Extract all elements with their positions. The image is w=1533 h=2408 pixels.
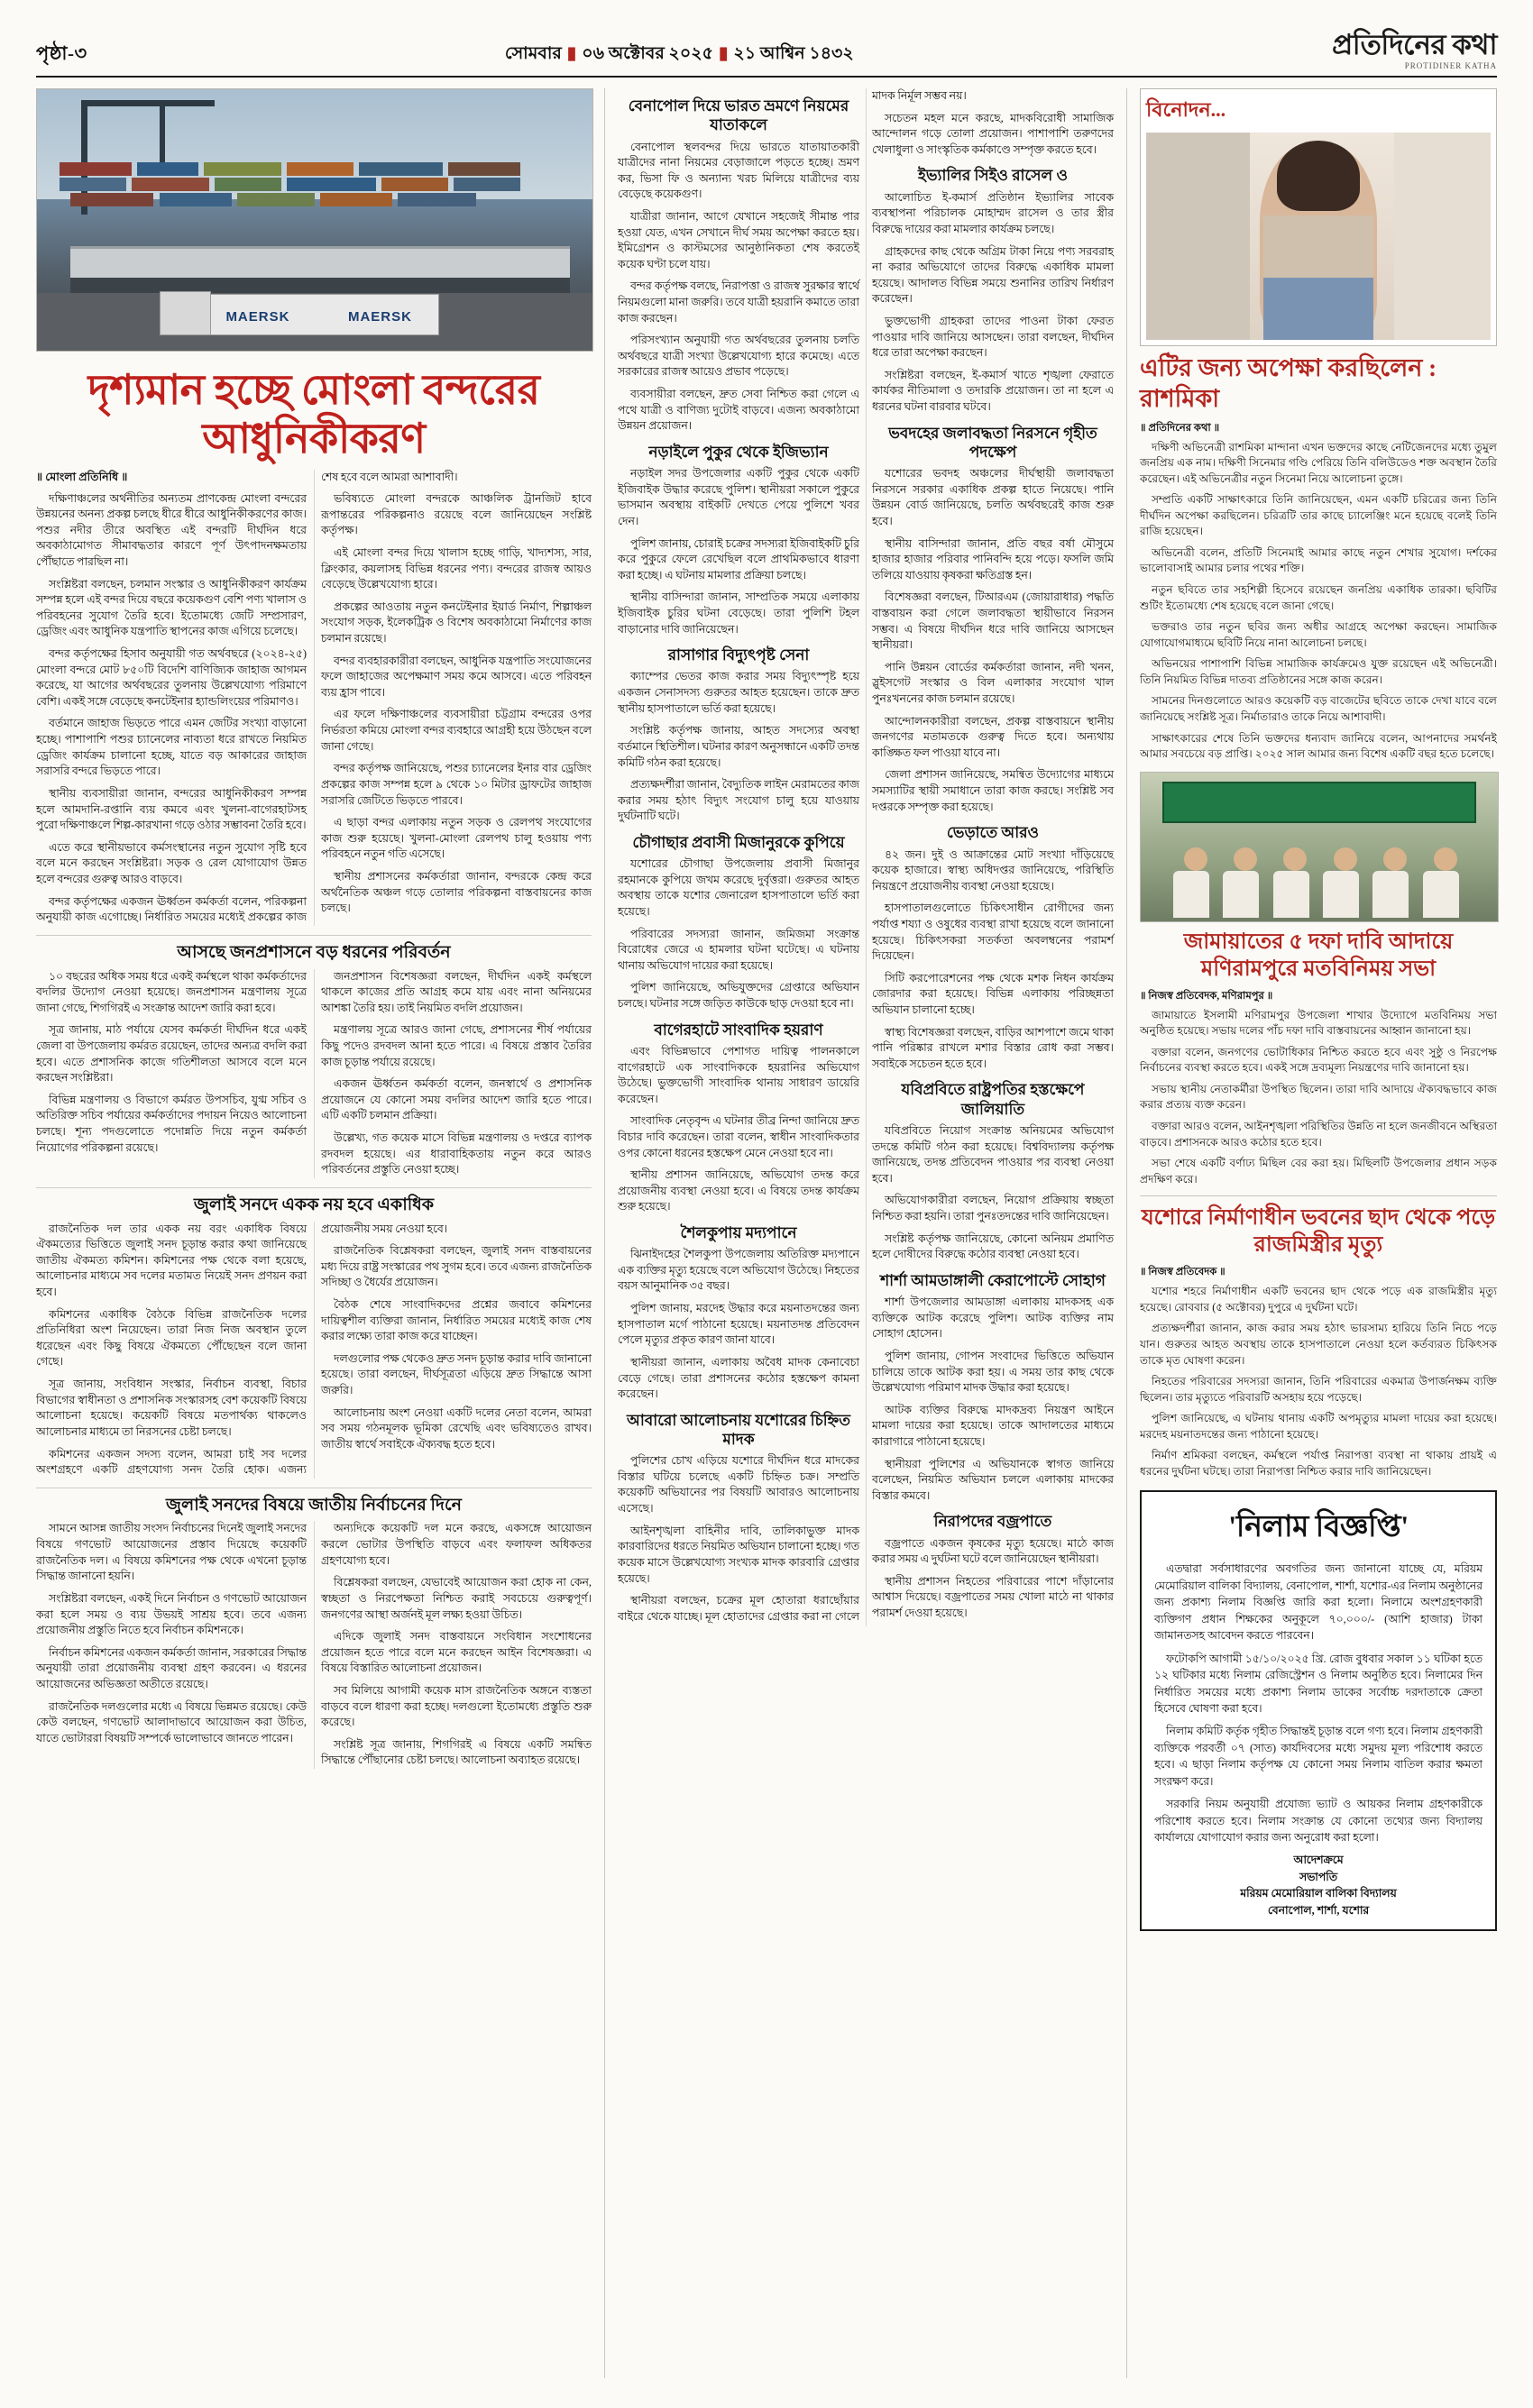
ent-para: অভিনেত্রী বলেন, প্রতিটি সিনেমাই আমার কাছে নতুন শেখার সুযোগ। দর্শকের ভালোবাসাই আমার চলার পথের শক্তি। [1140, 545, 1497, 575]
ent-para: সামনের দিনগুলোতে আরও কয়েকটি বড় বাজেটের ছবিতে তাকে দেখা যাবে বলে জানিয়েছে সংশ্লিষ্ট সূত্র। নির্মাতারাও তাকে নিয়ে আশাবাদী। [1140, 694, 1497, 723]
auction-para: ফটোকপি আগামী ১৫/১০/২০২৫ খ্রি. রোজ বুধবার সকাল ১১ ঘটিকা হতে ১২ ঘটিকার মধ্যে নিলাম রেজিস্ট্রেশন ও নিলাম অনুষ্ঠিত হবে। নিলামের দিন নির্ধারিত সময়ের মধ্যে প্রকাশ্য নিলাম ডাকের সর্বোচ্চ দরদাতাকে ক্রেতা হিসেবে ঘোষণা করা হবে। [1154, 1652, 1483, 1715]
masthead [36, 31, 1497, 78]
date-weekday: সোমবার [504, 44, 562, 63]
auction-sign-line: সভাপতি [1299, 1870, 1337, 1883]
mid9-para: বিশেষজ্ঞরা বলছেন, টিআরএম (জোয়ারাধার) পদ্ধতি বাস্তবায়ন করা গেলে জলাবদ্ধতা স্থায়ীভাবে নিরসন সম্ভব। এ বিষয়ে দীর্ঘদিন ধরে দাবি জানিয়ে আসছেন স্থানীয়রা। [872, 591, 1114, 652]
mid8-para: আলোচিত ই-কমার্স প্রতিষ্ঠান ইভ্যালির সাবেক ব্যবস্থাপনা পরিচালক মোহাম্মদ রাসেল ও তার স্ত্রীর বিরুদ্ধে দায়ের করা মামলার কার্যক্রম চলছে। [872, 190, 1114, 235]
mid1-para: ব্যবসায়ীরা বলছেন, দ্রুত সেবা নিশ্চিত করা গেলে এ পথে যাত্রী ও বাণিজ্য দুটোই বাড়বে। এজন্য অবকাঠামো উন্নয়ন প্রয়োজন। [618, 388, 859, 433]
auction-sign-line: মরিয়ম মেমোরিয়াল বালিকা বিদ্যালয় [1240, 1887, 1397, 1900]
mid12-para: পুলিশ জানায়, গোপন সংবাদের ভিত্তিতে অভিযান চালিয়ে তাকে আটক করা হয়। এ সময় তার কাছ থেকে উল্লেখযোগ্য পরিমাণ মাদক উদ্ধার করা হয়েছে। [872, 1349, 1114, 1395]
lead-para: বর্তমানে জাহাজ ভিড়তে পারে এমন জেটির সংখ্যা বাড়ানো হচ্ছে। পাশাপাশি পশুর চ্যানেলের নাব্যতা ধরে রাখতে নিয়মিত ড্রেজিং কার্যক্রম চালানো হচ্ছে, যাতে বড় আকারের জাহাজ সরাসরি বন্দরে ভিড়তে পারে। [36, 717, 307, 778]
mid9-para: পানি উন্নয়ন বোর্ডের কর্মকর্তারা জানান, নদী খনন, স্লুইসগেট সংস্কার ও বিল এলাকার সংযোগ খাল পুনঃখননের কাজ চলমান রয়েছে। [872, 660, 1114, 706]
mid4-para: পুলিশ জানিয়েছে, অভিযুক্তদের গ্রেপ্তারে অভিযান চলছে। ঘটনার সঙ্গে জড়িত কাউকে ছাড় দেওয়া হবে না। [618, 981, 859, 1011]
mid10-para: হাসপাতালগুলোতে চিকিৎসাধীন রোগীদের জন্য পর্যাপ্ত শয্যা ও ওষুধের ব্যবস্থা রাখা হয়েছে বলে জানানো হয়েছে। চিকিৎসকরা সতর্কতা অবলম্বনের পরামর্শ দিয়েছেন। [872, 902, 1114, 963]
entertainment-box [1140, 88, 1497, 346]
jessore-para: প্রত্যক্ষদর্শীরা জানান, কাজ করার সময় হঠাৎ ভারসাম্য হারিয়ে তিনি নিচে পড়ে যান। গুরুতর আহত অবস্থায় তাকে হাসপাতালে নেওয়া হলে কর্তব্যরত চিকিৎসক তাকে মৃত ঘোষণা করেন। [1140, 1322, 1497, 1367]
mid2-para: নড়াইল সদর উপজেলার একটি পুকুর থেকে একটি ইজিবাইক উদ্ধার করেছে পুলিশ। স্থানীয়রা সকালে পুকুরে ভাসমান অবস্থায় বাইকটি দেখতে পেয়ে পুলিশে খবর দেন। [618, 467, 859, 527]
mid-heading-12: শার্শা আমডাঙ্গালী কেরাপোস্টে সোহাগ [880, 1271, 1106, 1289]
logo-subtitle: PROTIDINER KATHA [1404, 61, 1497, 70]
mid6-para: পুলিশ জানায়, মরদেহ উদ্ধার করে ময়নাতদন্তের জন্য হাসপাতাল মর্গে পাঠানো হয়েছে। ময়নাতদন্ত প্রতিবেদন পেলে মৃত্যুর প্রকৃত কারণ জানা যাবে। [618, 1302, 859, 1347]
mid5-para: এবং বিভিন্নভাবে পেশাগত দায়িত্ব পালনকালে বাগেরহাটে এক সাংবাদিককে হয়রানির অভিযোগ উঠেছে। ভুক্তভোগী সাংবাদিক থানায় সাধারণ ডায়েরি করেছেন। [618, 1044, 859, 1105]
section1-para: সূত্র জানায়, মাঠ পর্যায়ে যেসব কর্মকর্তা দীর্ঘদিন ধরে একই জেলা বা উপজেলায় কর্মরত রয়েছেন, তাদের অন্যত্র বদলি করা হবে। এতে প্রশাসনিক কাজে গতিশীলতা আসবে বলে মনে করছেন সংশ্লিষ্টরা। [36, 1023, 307, 1085]
mid-heading-11: যবিপ্রবিতে রাষ্ট্রপতির হস্তক্ষেপে জালিয়াতি [901, 1081, 1085, 1118]
lead-photo [36, 88, 593, 352]
lead-para: দক্ষিণাঞ্চলের অর্থনীতির অন্যতম প্রাণকেন্দ্র মোংলা বন্দরের উন্নয়নের অনন্য প্রকল্প চলছে ধীরে ধীরে আধুনিকীকরণের কাজ। পশুর নদীর তীরে অবস্থিত এই বন্দরটি দীর্ঘদিন ধরে অবকাঠামোগত সীমাবদ্ধতার কারণে পূর্ণ উৎপাদনক্ষমতায় পৌঁছাতে পারছিল না। [36, 491, 307, 568]
date-line: সোমবার ▮ ০৬ অক্টোবর ২০২৫ ▮ ২১ আশ্বিন ১৪৩২ [504, 44, 854, 63]
mid13-para: বজ্রপাতে একজন কৃষকের মৃত্যু হয়েছে। মাঠে কাজ করার সময় এ দুর্ঘটনা ঘটে বলে জানিয়েছেন স্থানীয়রা। [872, 1536, 1114, 1566]
jamaat-meeting-photo [1140, 772, 1499, 922]
lead-article-body [36, 470, 592, 1769]
ent-para: সাক্ষাৎকারের শেষে তিনি ভক্তদের ধন্যবাদ জানিয়ে বলেন, আপনাদের সমর্থনই আমার সবচেয়ে বড় প্রাপ্তি। ২০২৫ সাল আমার জন্য বিশেষ একটি বছর হতে চলেছে। [1140, 731, 1497, 761]
jessore-death-headline: যশোরে নির্মাণাধীন ভবনের ছাদ থেকে পড়ে রাজমিস্ত্রীর মৃত্যু [1141, 1206, 1496, 1258]
mid1-para: যাত্রীরা জানান, আগে যেখানে সহজেই সীমান্ত পার হওয়া যেত, এখন সেখানে দীর্ঘ সময় অপেক্ষা করতে হয়। ইমিগ্রেশন ও কাস্টমসের আনুষ্ঠানিকতা শেষ করতেই কয়েক ঘণ্টা চলে যায়। [618, 209, 859, 270]
entertainment-label: বিনোদন... [1146, 98, 1226, 121]
lead-para: বন্দর কর্তৃপক্ষের একজন ঊর্ধ্বতন কর্মকর্তা বলেন, পরিকল্পনা অনুযায়ী কাজ এগোচ্ছে। নির্ধারিত সময়ের মধ্যেই প্রকল্পের কাজ শেষ হবে বলে আমরা আশাবাদী। [36, 470, 458, 924]
lead-para: বন্দর কর্তৃপক্ষ জানিয়েছে, পশুর চ্যানেলের ইনার বার ড্রেজিং প্রকল্পের কাজ সম্পন্ন হলে ৯ থেকে ১০ মিটার ড্রাফটের জাহাজ সরাসরি জেটিতে ভিড়তে পারবে। [321, 762, 592, 807]
jamaat-para: সভা শেষে একটি বর্ণাঢ্য মিছিল বের করা হয়। মিছিলটি উপজেলার প্রধান সড়ক প্রদক্ষিণ করে। [1140, 1157, 1497, 1186]
ent-para: সম্প্রতি একটি সাক্ষাৎকারে তিনি জানিয়েছেন, এমন একটি চরিত্রের জন্য তিনি দীর্ঘদিন অপেক্ষা করছিলেন। চরিত্রটি তার কাছে চ্যালেঞ্জিং মনে হয়েছে বলেই তিনি রাজি হয়েছেন। [1140, 493, 1497, 538]
lead-para: এতে করে স্থানীয়ভাবে কর্মসংস্থানের নতুন সুযোগ সৃষ্টি হবে বলে মনে করছেন সংশ্লিষ্টরা। সড়ক ও রেল যোগাযোগ উন্নত হলে বন্দরের গুরুত্ব আরও বাড়বে। [36, 840, 307, 885]
mid12-para: শার্শা উপজেলার আমডাঙ্গা এলাকায় মাদকসহ এক ব্যক্তিকে আটক করেছে পুলিশ। আটক ব্যক্তির নাম সোহাগ হোসেন। [872, 1296, 1114, 1341]
mid7-para: স্থানীয়রা বলছেন, চক্রের মূল হোতারা ধরাছোঁয়ার বাইরে থেকে যাচ্ছে। মূল হোতাদের গ্রেপ্তার করা না গেলে মাদক নির্মূল সম্ভব নয়। [618, 89, 967, 1623]
section-heading-1: আসছে জনপ্রশাসনে বড় ধরনের পরিবর্তন [36, 935, 592, 964]
auction-para: সরকারি নিয়ম অনুযায়ী প্রযোজ্য ভ্যাট ও আয়কর নিলাম গ্রহণকারীকে পরিশোধ করতে হবে। নিলাম সংক্রান্ত যে কোনো তথ্যের জন্য বিদ্যালয় কার্যালয়ে যোগাযোগ করার জন্য অনুরোধ করা হলো। [1154, 1798, 1483, 1844]
mid7-para: আইনশৃঙ্খলা বাহিনীর দাবি, তালিকাভুক্ত মাদক কারবারিদের ধরতে নিয়মিত অভিযান চালানো হচ্ছে। গত কয়েক মাসে উল্লেখযোগ্য সংখ্যক মাদক কারবারি গ্রেপ্তার হয়েছে। [618, 1524, 859, 1585]
mid1-para: পরিসংখ্যান অনুযায়ী গত অর্থবছরের তুলনায় চলতি অর্থবছরে যাত্রী সংখ্যা উল্লেখযোগ্য হারে কমেছে। এতে সরকারের রাজস্ব আয়েও প্রভাব পড়েছে। [618, 334, 859, 379]
mid-heading-5: বাগেরহাটে সাংবাদিক হয়রাণ [654, 1021, 823, 1039]
section-heading-3: জুলাই সনদের বিষয়ে জাতীয় নির্বাচনের দিনে [36, 1488, 592, 1516]
section2-para: কমিশনের একজন সদস্য বলেন, আমরা চাই সব দলের অংশগ্রহণে একটি গ্রহণযোগ্য সনদ তৈরি হোক। এজন্য প্রয়োজনীয় সময় নেওয়া হবে। [36, 1222, 448, 1477]
left-column [36, 88, 604, 2378]
ent-para: ভক্তরাও তার নতুন ছবির জন্য অধীর আগ্রহে অপেক্ষা করছেন। সামাজিক যোগাযোগমাধ্যমে ছবিটি নিয়ে নানা আলোচনা চলছে। [1140, 620, 1497, 649]
jessore-para: নিহতের পরিবারের সদস্যরা জানান, তিনি পরিবারের একমাত্র উপার্জনক্ষম ব্যক্তি ছিলেন। তার মৃত্যুতে পরিবারটি অসহায় হয়ে পড়েছে। [1140, 1375, 1497, 1404]
mid11-para: অভিযোগকারীরা বলছেন, নিয়োগ প্রক্রিয়ায় স্বচ্ছতা নিশ্চিত করা হয়নি। তারা পুনঃতদন্তের দাবি জানিয়েছেন। [872, 1194, 1114, 1223]
section3-para: রাজনৈতিক দলগুলোর মধ্যে এ বিষয়ে ভিন্নমত রয়েছে। কেউ কেউ বলছেন, গণভোট আলাদাভাবে আয়োজন করা উচিত, যাতে ভোটাররা বিষয়টি সম্পর্কে ভালোভাবে জানতে পারেন। [36, 1699, 307, 1744]
mid5-para: স্থানীয় প্রশাসন জানিয়েছে, অভিযোগ তদন্ত করে প্রয়োজনীয় ব্যবস্থা নেওয়া হবে। এ বিষয়ে তদন্ত কার্যক্রম শুরু হয়েছে। [618, 1168, 859, 1213]
auction-notice [1140, 1490, 1497, 1931]
mid8-para: গ্রাহকদের কাছ থেকে অগ্রিম টাকা নিয়ে পণ্য সরবরাহ না করার অভিযোগে তাদের বিরুদ্ধে একাধিক মামলা হয়েছে। আদালত বিভিন্ন সময়ে শুনানির তারিখ নির্ধারণ করেছেন। [872, 244, 1114, 306]
newspaper-logo [1271, 31, 1497, 70]
mid9-para: আন্দোলনকারীরা বলছেন, প্রকল্প বাস্তবায়নে স্থানীয় জনগণের মতামতকে গুরুত্ব দিতে হবে। অন্যথায় কাঙ্ক্ষিত ফল পাওয়া যাবে না। [872, 714, 1114, 759]
mid-heading-9: ভবদহের জলাবদ্ধতা নিরসনে গৃহীত পদক্ষেপ [888, 424, 1097, 461]
jessore-para: নির্মাণ শ্রমিকরা বলছেন, কর্মস্থলে পর্যাপ্ত নিরাপত্তা ব্যবস্থা না থাকায় প্রায়ই এ ধরনের দুর্ঘটনা ঘটছে। তারা নিরাপত্তা নিশ্চিত করার দাবি জানিয়েছেন। [1140, 1449, 1497, 1478]
mid4-para: যশোরের চৌগাছা উপজেলায় প্রবাসী মিজানুর রহমানকে কুপিয়ে জখম করেছে দুর্বৃত্তরা। গুরুতর আহত অবস্থায় তাকে যশোর জেনারেল হাসপাতালে ভর্তি করা হয়েছে। [618, 857, 859, 919]
auction-signature [1154, 1852, 1483, 1918]
auction-sign-line: বেনাপোল, শার্শা, যশোর [1267, 1903, 1370, 1917]
section3-para: সব মিলিয়ে আগামী কয়েক মাস রাজনৈতিক অঙ্গনে ব্যস্ততা বাড়বে বলে ধারণা করা হচ্ছে। দলগুলো ইতোমধ্যে প্রস্তুতি শুরু করেছে। [321, 1683, 592, 1729]
section2-para: সূত্র জানায়, সংবিধান সংস্কার, নির্বাচন ব্যবস্থা, বিচার বিভাগের স্বাধীনতা ও প্রশাসনিক সংস্কারসহ বেশ কয়েকটি বিষয়ে আলোচনা হয়েছে। কয়েকটি বিষয়ে মতপার্থক্য থাকলেও আলোচনার মাধ্যমে তা নিরসনের চেষ্টা চলছে। [36, 1378, 307, 1438]
section2-para: বৈঠক শেষে সাংবাদিকদের প্রশ্নের জবাবে কমিশনের দায়িত্বশীল ব্যক্তিরা জানান, নির্ধারিত সময়ের মধ্যেই কাজ শেষ করার লক্ষ্যে তারা কাজ করে যাচ্ছেন। [321, 1298, 592, 1343]
right-column [1127, 88, 1497, 2378]
mid-heading-6: শৈলকুপায় মদ্যপানে [680, 1224, 797, 1242]
section1-para: মন্ত্রণালয় সূত্রে আরও জানা গেছে, প্রশাসনের শীর্ষ পর্যায়ের কিছু পদেও রদবদল আনা হতে পারে। এ বিষয়ে প্রস্তাব তৈরির কাজ চূড়ান্ত পর্যায়ে রয়েছে। [321, 1023, 592, 1068]
mid11-para: সংশ্লিষ্ট কর্তৃপক্ষ জানিয়েছে, কোনো অনিয়ম প্রমাণিত হলে দোষীদের বিরুদ্ধে কঠোর ব্যবস্থা নেওয়া হবে। [872, 1231, 1114, 1261]
auction-para: নিলাম কমিটি কর্তৃক গৃহীত সিদ্ধান্তই চূড়ান্ত বলে গণ্য হবে। নিলাম গ্রহণকারী ব্যক্তিকে পরবর্তী ০৭ (সাত) কার্যদিবসের মধ্যে সমুদয় মূল্য পরিশোধ করতে হবে। এ ছাড়া নিলাম কর্তৃপক্ষ যে কোনো সময় নিলাম বাতিল করার ক্ষমতা সংরক্ষণ করে। [1154, 1725, 1483, 1788]
mid11-para: যবিপ্রবিতে নিয়োগ সংক্রান্ত অনিয়মের অভিযোগ তদন্তে কমিটি গঠন করা হয়েছে। বিশ্ববিদ্যালয় কর্তৃপক্ষ জানিয়েছে, তদন্ত প্রতিবেদন পাওয়ার পর ব্যবস্থা নেওয়া হবে। [872, 1123, 1114, 1185]
lead-para: সংশ্লিষ্টরা বলছেন, চলমান সংস্কার ও আধুনিকীকরণ কার্যক্রম সম্পন্ন হলে এই বন্দর দিয়ে বছরে কয়েকগুণ বেশি পণ্য খালাস ও পরিবহনের সুযোগ তৈরি হবে। ইতোমধ্যে জেটি সম্প্রসারণ, ড্রেজিং এবং আধুনিক যন্ত্রপাতি স্থাপনের কাজ এগিয়ে চলেছে। [36, 577, 307, 638]
mid12-para: আটক ব্যক্তির বিরুদ্ধে মাদকদ্রব্য নিয়ন্ত্রণ আইনে মামলা দায়ের করা হয়েছে। তাকে আদালতের মাধ্যমে কারাগারে পাঠানো হয়েছে। [872, 1403, 1114, 1448]
section1-para: বিভিন্ন মন্ত্রণালয় ও বিভাগে কর্মরত উপসচিব, যুগ্ম সচিব ও অতিরিক্ত সচিব পর্যায়ের কর্মকর্তাদের পদায়ন নিয়েও আলোচনা চলছে। শূন্য পদগুলোতে পদোন্নতি দিয়ে নতুন কর্মকর্তা নিয়োগের পরিকল্পনা রয়েছে। [36, 1093, 307, 1154]
jessore-para: পুলিশ জানিয়েছে, এ ঘটনায় থানায় একটি অপমৃত্যুর মামলা দায়ের করা হয়েছে। মরদেহ ময়নাতদন্তের জন্য পাঠানো হয়েছে। [1140, 1412, 1497, 1441]
mid2-para: স্থানীয় বাসিন্দারা জানান, সাম্প্রতিক সময়ে এলাকায় ইজিবাইক চুরির ঘটনা বেড়েছে। তারা পুলিশি টহল বাড়ানোর দাবি জানিয়েছেন। [618, 591, 859, 636]
mid10-para: সিটি করপোরেশনের পক্ষ থেকে মশক নিধন কার্যক্রম জোরদার করা হয়েছে। বিভিন্ন এলাকায় পরিচ্ছন্নতা অভিযান চালানো হচ্ছে। [872, 971, 1114, 1017]
lead-para: স্থানীয় প্রশাসনের কর্মকর্তারা জানান, বন্দরকে কেন্দ্র করে অর্থনৈতিক অঞ্চল গড়ে তোলার পরিকল্পনা বাস্তবায়নের কাজ চলছে। [321, 869, 592, 915]
mid-heading-2: নড়াইলে পুকুর থেকে ইজিভ্যান [648, 443, 829, 461]
mid8-para: সংশ্লিষ্টরা বলছেন, ই-কমার্স খাতে শৃঙ্খলা ফেরাতে কার্যকর নীতিমালা ও তদারকি প্রয়োজন। তা না হলে এ ধরনের ঘটনা বারবার ঘটবে। [872, 368, 1114, 413]
mid9-para: স্থানীয় বাসিন্দারা জানান, প্রতি বছর বর্ষা মৌসুমে হাজার হাজার পরিবার পানিবন্দি হয়ে পড়ে। ফসলি জমি তলিয়ে যাওয়ায় কৃষকরা ক্ষতিগ্রস্ত হন। [872, 536, 1114, 581]
date-bangla: ২১ আশ্বিন ১৪৩২ [733, 44, 854, 63]
section2-para: আলোচনায় অংশ নেওয়া একটি দলের নেতা বলেন, আমরা সব সময় গঠনমূলক ভূমিকা রেখেছি এবং ভবিষ্যতেও রাখব। জাতীয় স্বার্থে সবাইকে ঐক্যবদ্ধ হতে হবে। [321, 1405, 592, 1451]
section3-para: নির্বাচন কমিশনের একজন কর্মকর্তা জানান, সরকারের সিদ্ধান্ত অনুযায়ী তারা প্রয়োজনীয় ব্যবস্থা গ্রহণ করবেন। এ ধরনের আয়োজনের অভিজ্ঞতা অতীতে রয়েছে। [36, 1645, 307, 1690]
auction-sign-line: আদেশক্রমে [1293, 1854, 1344, 1867]
section1-para: উল্লেখ্য, গত কয়েক মাসে বিভিন্ন মন্ত্রণালয় ও দপ্তরে ব্যাপক রদবদল হয়েছে। এর ধারাবাহিকতায় নতুন করে আরও পরিবর্তনের প্রস্তুতি নেওয়া হচ্ছে। [321, 1131, 592, 1177]
section1-para: জনপ্রশাসন বিশেষজ্ঞরা বলছেন, দীর্ঘদিন একই কর্মস্থলে থাকলে কাজের প্রতি আগ্রহ কমে যায় এবং নানা অনিয়মের আশঙ্কা তৈরি হয়। তাই নিয়মিত বদলি প্রয়োজন। [321, 969, 592, 1014]
section1-para: একজন ঊর্ধ্বতন কর্মকর্তা বলেন, জনস্বার্থে ও প্রশাসনিক প্রয়োজনে যে কোনো সময় বদলির আদেশ জারি হতে পারে। এটি একটি চলমান প্রক্রিয়া। [321, 1077, 592, 1122]
mid7-para: পুলিশের চোখ এড়িয়ে যশোরে দীর্ঘদিন ধরে মাদকের বিস্তার ঘটিয়ে চলেছে একটি চিহ্নিত চক্র। সম্প্রতি কয়েকটি অভিযানের পর বিষয়টি আবারও আলোচনায় এসেছে। [618, 1454, 859, 1515]
mid6-para: স্থানীয়রা জানান, এলাকায় অবৈধ মাদক কেনাবেচা বেড়ে গেছে। তারা প্রশাসনের কঠোর হস্তক্ষেপ কামনা করেছেন। [618, 1355, 859, 1401]
entertainment-byline: ॥ প্রতিদিনের কথা ॥ [1140, 422, 1220, 434]
section2-para: রাজনৈতিক দল তার একক নয় বরং একাধিক বিষয়ে ঐকমত্যের ভিত্তিতে জুলাই সনদ চূড়ান্ত করার কথা জানিয়েছে জাতীয় ঐকমত্য কমিশন। কমিশনের পক্ষ থেকে বলা হয়েছে, আলোচনার মাধ্যমে সব দলের মতামত নিয়েই সনদ প্রণয়ন করা হবে। [36, 1222, 307, 1299]
jamaat-para: সভায় স্থানীয় নেতাকর্মীরা উপস্থিত ছিলেন। তারা দাবি আদায়ে ঐক্যবদ্ধভাবে কাজ করার প্রত্যয় ব্যক্ত করেন। [1140, 1082, 1497, 1112]
entertainment-photo [1146, 133, 1491, 340]
mid-heading-7: আবারো আলোচনায় যশোরের চিহ্নিত মাদক [626, 1411, 851, 1448]
logo-title: প্রতিদিনের কথা [1332, 29, 1497, 60]
jamaat-byline: ॥ নিজস্ব প্রতিবেদক, মণিরামপুর ॥ [1140, 990, 1273, 1002]
auction-title: 'নিলাম বিজ্ঞপ্তি' [1228, 1511, 1409, 1544]
lead-para: এর ফলে দক্ষিণাঞ্চলের ব্যবসায়ীরা চট্টগ্রাম বন্দরের ওপর নির্ভরতা কমিয়ে মোংলা বন্দর ব্যবহারে আগ্রহী হয়ে উঠছেন বলে জানা গেছে। [321, 708, 592, 753]
lead-para: এ ছাড়া বন্দর এলাকায় নতুন সড়ক ও রেলপথ সংযোগের কাজ শুরু হয়েছে। খুলনা-মোংলা রেলপথ চালু হওয়ায় পণ্য পরিবহনে নতুন গতি এসেছে। [321, 816, 592, 861]
section1-para: ১০ বছরের অধিক সময় ধরে একই কর্মস্থলে থাকা কর্মকর্তাদের বদলির উদ্যোগ নেওয়া হয়েছে। জনপ্রশাসন মন্ত্রণালয় সূত্রে জানা গেছে, শিগগিরই এ সংক্রান্ত আদেশ জারি করা হবে। [36, 969, 307, 1014]
mid3-para: ক্যাম্পের ভেতর কাজ করার সময় বিদ্যুৎস্পৃষ্ট হয়ে একজন সেনাসদস্য গুরুতর আহত হয়েছেন। তাকে দ্রুত স্থানীয় হাসপাতালে ভর্তি করা হয়েছে। [618, 670, 859, 715]
auction-para: এতদ্বারা সর্বসাধারণের অবগতির জন্য জানানো যাচ্ছে যে, মরিয়ম মেমোরিয়াল বালিকা বিদ্যালয়, বেনাপোল, শার্শা, যশোর-এর নিলাম অনুষ্ঠানের জন্য প্রকাশ্য নিলাম বিজ্ঞপ্তি জারি করা হলো। নিলামে অংশগ্রহণকারী ব্যক্তিগণ প্রধান শিক্ষকের অনুকূলে ৭০,০০০/- (আশি হাজার) টাকা জামানতসহ আবেদন করতে পারবেন। [1154, 1562, 1483, 1643]
mid12-para: স্থানীয়রা পুলিশের এ অভিযানকে স্বাগত জানিয়ে বলেছেন, নিয়মিত অভিযান চললে এলাকায় মাদকের বিস্তার কমবে। [872, 1457, 1114, 1502]
lead-para: প্রকল্পের আওতায় নতুন কনটেইনার ইয়ার্ড নির্মাণ, শিল্পাঞ্চল সংযোগ সড়ক, ইলেকট্রিক ও বিশেষ অবকাঠামো নির্মাণের কাজ চলমান রয়েছে। [321, 600, 592, 645]
section2-para: রাজনৈতিক বিশ্লেষকরা বলছেন, জুলাই সনদ বাস্তবায়নের মধ্য দিয়ে রাষ্ট্র সংস্কারের পথ সুগম হবে। তবে এজন্য রাজনৈতিক সদিচ্ছা ও ধৈর্যের প্রয়োজন। [321, 1244, 592, 1289]
mid13-para: স্থানীয় প্রশাসন নিহতের পরিবারের পাশে দাঁড়ানোর আশ্বাস দিয়েছে। বজ্রপাতের সময় খোলা মাঠে না থাকার পরামর্শ দেওয়া হয়েছে। [872, 1574, 1114, 1620]
mid-heading-4: চৌগাছার প্রবাসী মিজানুরকে কুপিয়ে [632, 833, 845, 851]
lead-para: ভবিষ্যতে মোংলা বন্দরকে আঞ্চলিক ট্রানজিট হাবে রূপান্তরের পরিকল্পনাও রয়েছে বলে জানিয়েছেন সংশ্লিষ্ট কর্তৃপক্ষ। [321, 492, 592, 537]
mid4-para: পরিবারের সদস্যরা জানান, জমিজমা সংক্রান্ত বিরোধের জেরে এ হামলার ঘটনা ঘটেছে। এ ঘটনায় থানায় অভিযোগ দায়ের করা হয়েছে। [618, 927, 859, 972]
date-gregorian: ০৬ অক্টোবর ২০২৫ [582, 44, 713, 63]
mid9-para: যশোরের ভবদহ অঞ্চলের দীর্ঘস্থায়ী জলাবদ্ধতা নিরসনে সরকার একাধিক প্রকল্প হাতে নিয়েছে। পানি উন্নয়ন বোর্ড জানিয়েছে, চলতি অর্থবছরেই কাজ শুরু হবে। [872, 467, 1114, 527]
mid9-para: জেলা প্রশাসন জানিয়েছে, সমন্বিত উদ্যোগের মাধ্যমে সমস্যাটির স্থায়ী সমাধানে তারা কাজ করছে। সংশ্লিষ্ট সব দপ্তরকে সম্পৃক্ত করা হয়েছে। [872, 768, 1114, 813]
mid1-para: বন্দর কর্তৃপক্ষ বলছে, নিরাপত্তা ও রাজস্ব সুরক্ষার স্বার্থে নিয়মগুলো মানা জরুরি। তবে যাত্রী হয়রানি কমাতে তারা কাজ করছেন। [618, 279, 859, 325]
section3-para: বিশ্লেষকরা বলছেন, যেভাবেই আয়োজন করা হোক না কেন, স্বচ্ছতা ও নিরপেক্ষতা নিশ্চিত করাই সবচেয়ে গুরুত্বপূর্ণ। জনগণের আস্থা অর্জনই মূল লক্ষ্য হওয়া উচিত। [321, 1576, 592, 1621]
mid3-para: সংশ্লিষ্ট কর্তৃপক্ষ জানায়, আহত সদস্যের অবস্থা বর্তমানে স্থিতিশীল। ঘটনার কারণ অনুসন্ধানে একটি তদন্ত কমিটি গঠন করা হয়েছে। [618, 724, 859, 769]
page-number: পৃষ্ঠা-৩ [36, 42, 87, 64]
section3-para: সামনে আসন্ন জাতীয় সংসদ নির্বাচনের দিনেই জুলাই সনদের বিষয়ে গণভোট আয়োজনের প্রস্তাব দিয়েছে কয়েকটি রাজনৈতিক দল। এ বিষয়ে কমিশনের পক্ষ থেকে এখনো চূড়ান্ত সিদ্ধান্ত জানানো হয়নি। [36, 1522, 307, 1583]
page-content [36, 88, 1497, 2378]
jessore-byline: ॥ নিজস্ব প্রতিবেদক ॥ [1140, 1267, 1225, 1278]
mid2-para: পুলিশ জানায়, চোরাই চক্রের সদস্যরা ইজিবাইকটি চুরি করে পুকুরে ফেলে রেখেছিল বলে প্রাথমিকভাবে ধারণা করা হচ্ছে। এ ঘটনায় মামলার প্রক্রিয়া চলছে। [618, 536, 859, 581]
mid7-para: সচেতন মহল মনে করছে, মাদকবিরোধী সামাজিক আন্দোলন গড়ে তোলা প্রয়োজন। পাশাপাশি তরুণদের খেলাধুলা ও সাংস্কৃতিক কর্মকাণ্ডে সম্পৃক্ত করতে হবে। [872, 111, 1114, 156]
mid8-para: ভুক্তভোগী গ্রাহকরা তাদের পাওনা টাকা ফেরত পাওয়ার দাবি জানিয়ে আসছেন। তারা বলছেন, দীর্ঘদিন ধরে তারা অপেক্ষা করছেন। [872, 314, 1114, 360]
section-heading-2: জুলাই সনদে একক নয় হবে একাধিক [36, 1187, 592, 1216]
mid-heading-1: বেনাপোল দিয়ে ভারত ভ্রমণে নিয়মের যাতাকলে [628, 97, 849, 134]
lead-headline: দৃশ্যমান হচ্ছে মোংলা বন্দরের আধুনিকীকরণ [87, 367, 540, 462]
section3-para: সংশ্লিষ্টরা বলছেন, একই দিনে নির্বাচন ও গণভোট আয়োজন করা হলে সময় ও ব্যয় উভয়ই সাশ্রয় হবে। তবে এজন্য প্রয়োজনীয় প্রস্তুতি নিতে হবে নির্বাচন কমিশনকে। [36, 1591, 307, 1637]
mid1-para: বেনাপোল স্থলবন্দর দিয়ে ভারতে যাতায়াতকারী যাত্রীদের নানা নিয়মের বেড়াজালে পড়তে হচ্ছে। ভ্রমণ কর, ভিসা ফি ও অন্যান্য খরচ মিলিয়ে যাত্রীদের ব্যয় বেড়েছে কয়েকগুণ। [618, 140, 859, 201]
jamaat-para: বক্তারা আরও বলেন, আইনশৃঙ্খলা পরিস্থিতির উন্নতি না হলে জনজীবনে অস্থিরতা বাড়বে। প্রশাসনকে আরও কঠোর হতে হবে। [1140, 1120, 1497, 1149]
lead-para: স্থানীয় ব্যবসায়ীরা জানান, বন্দরের আধুনিকীকরণ সম্পন্ন হলে আমদানি-রপ্তানি ব্যয় কমবে এবং খুলনা-বাগেরহাটসহ পুরো দক্ষিণাঞ্চলে শিল্প-কারখানা গড়ে ওঠার সম্ভাবনা তৈরি হবে। [36, 786, 307, 832]
ent-para: অভিনয়ের পাশাপাশি বিভিন্ন সামাজিক কার্যক্রমেও যুক্ত রয়েছেন এই অভিনেত্রী। তিনি নিয়মিত বিভিন্ন দাতব্য প্রতিষ্ঠানের সঙ্গে কাজ করেন। [1140, 657, 1497, 686]
entertainment-headline: এটির জন্য অপেক্ষা করছিলেন : রাশমিকা [1140, 354, 1437, 412]
ent-para: দক্ষিণী অভিনেত্রী রাশমিকা মান্দানা এখন ভক্তদের কাছে নেটিজেনদের মধ্যে তুমুল জনপ্রিয় এক নাম। দক্ষিণী সিনেমার গণ্ডি পেরিয়ে তিনি বলিউডেও শক্ত অবস্থান তৈরি করেছেন। এই অভিনেত্রীর নতুন সিনেমা নিয়ে আলোচনা তুঙ্গে। [1140, 440, 1497, 485]
mid-heading-10: ভেড়াতে আরও [946, 824, 1040, 842]
ent-para: নতুন ছবিতে তার সহশিল্পী হিসেবে রয়েছেন জনপ্রিয় একাধিক তারকা। ছবিটির শুটিং ইতোমধ্যে শেষ হয়েছে বলে জানা গেছে। [1140, 583, 1497, 612]
mid10-para: স্বাস্থ্য বিশেষজ্ঞরা বলছেন, বাড়ির আশপাশে জমে থাকা পানি পরিষ্কার রাখলে মশার বিস্তার রোধ করা সম্ভব। সবাইকে সচেতন হতে হবে। [872, 1025, 1114, 1070]
jamaat-para: জামায়াতে ইসলামী মণিরামপুর উপজেলা শাখার উদ্যোগে মতবিনিময় সভা অনুষ্ঠিত হয়েছে। সভায় দলের পাঁচ দফা দাবি বাস্তবায়নের আহ্বান জানানো হয়। [1140, 1008, 1497, 1038]
section2-para: দলগুলোর পক্ষ থেকেও দ্রুত সনদ চূড়ান্ত করার দাবি জানানো হয়েছে। তারা বলছেন, দীর্ঘসূত্রতা এড়িয়ে দ্রুত সিদ্ধান্তে আসা জরুরি। [321, 1351, 592, 1397]
lead-byline: ॥ মোংলা প্রতিনিধি ॥ [36, 470, 128, 483]
mid-heading-8: ইভ্যালির সিইও রাসেল ও [918, 167, 1068, 185]
mid6-para: ঝিনাইদহের শৈলকুপা উপজেলায় অতিরিক্ত মদ্যপানে এক ব্যক্তির মৃত্যু হয়েছে বলে অভিযোগ উঠেছে। নিহতের বয়স আনুমানিক ৩৫ বছর। [618, 1248, 859, 1293]
lead-para: বন্দর কর্তৃপক্ষের হিসাব অনুযায়ী গত অর্থবছরে (২০২৪-২৫) মোংলা বন্দরে মোট ৮৫০টি বিদেশি বাণিজ্যিক জাহাজ আগমন করেছে, যা আগের অর্থবছরের তুলনায় উল্লেখযোগ্য পরিমাণে বেশি। একই সঙ্গে বেড়েছে কনটেইনার হ্যান্ডলিংয়ের পরিমাণও। [36, 647, 307, 708]
jessore-para: যশোর শহরে নির্মাণাধীন একটি ভবনের ছাদ থেকে পড়ে এক রাজমিস্ত্রীর মৃত্যু হয়েছে। রোববার (৫ অক্টোবর) দুপুরে এ দুর্ঘটনা ঘটে। [1140, 1285, 1497, 1314]
mid3-para: প্রত্যক্ষদর্শীরা জানান, বৈদ্যুতিক লাইন মেরামতের কাজ করার সময় হঠাৎ বিদ্যুৎ সংযোগ চালু হয়ে যাওয়ায় দুর্ঘটনাটি ঘটে। [618, 778, 859, 823]
lead-para: এই মোংলা বন্দর দিয়ে খালাস হচ্ছে গাড়ি, খাদ্যশস্য, সার, ক্লিংকার, কয়লাসহ বিভিন্ন ধরনের পণ্য। বন্দরের রাজস্ব আয়ও বেড়েছে উল্লেখযোগ্য হারে। [321, 545, 592, 591]
container-brand-label-1: MAERSK [225, 309, 290, 325]
mid-heading-13: নিরাপদের বজ্রপাতে [933, 1513, 1052, 1531]
section3-para: অন্যদিকে কয়েকটি দল মনে করছে, একসঙ্গে আয়োজন করলে ভোটার উপস্থিতি বাড়বে এবং ফলাফল অধিকতর গ্রহণযোগ্য হবে। [321, 1522, 592, 1567]
mid5-para: সাংবাদিক নেতৃবৃন্দ এ ঘটনার তীব্র নিন্দা জানিয়ে দ্রুত বিচার দাবি করেছেন। তারা বলেন, স্বাধীন সাংবাদিকতার ওপর কোনো ধরনের হস্তক্ষেপ মেনে নেওয়া হবে না। [618, 1114, 859, 1159]
container-brand-label-2: MAERSK [347, 309, 412, 325]
mid10-para: ৪২ জন। দুই ও আক্রান্তের মোট সংখ্যা দাঁড়িয়েছে কয়েক হাজারে। স্বাস্থ্য অধিদপ্তর জানিয়েছে, পরিস্থিতি নিয়ন্ত্রণে প্রয়োজনীয় ব্যবস্থা নেওয়া হয়েছে। [872, 847, 1114, 893]
middle-article-stack [618, 88, 1114, 1626]
mid-heading-3: রাসাগার বিদ্যুৎপৃষ্ট সেনা [667, 646, 810, 664]
lead-para: বন্দর ব্যবহারকারীরা বলছেন, আধুনিক যন্ত্রপাতি সংযোজনের ফলে জাহাজের অপেক্ষমাণ সময় কমে আসবে। এতে পরিবহন ব্যয় হ্রাস পাবে। [321, 654, 592, 699]
jamaat-meeting-headline: জামায়াতের ৫ দফা দাবি আদায়ে মণিরামপুরে মতবিনিময় সভা [1183, 929, 1454, 981]
jamaat-para: বক্তারা বলেন, জনগণের ভোটাধিকার নিশ্চিত করতে হবে এবং সুষ্ঠু ও নিরপেক্ষ নির্বাচনের ব্যবস্থা করতে হবে। একই সঙ্গে দ্রব্যমূল্য নিয়ন্ত্রণের দাবি জানানো হয়। [1140, 1045, 1497, 1075]
middle-column [604, 88, 1127, 2378]
section2-para: কমিশনের একাধিক বৈঠকে বিভিন্ন রাজনৈতিক দলের প্রতিনিধিরা অংশ নিয়েছেন। তারা নিজ নিজ অবস্থান তুলে ধরেছেন এবং কিছু বিষয়ে ঐকমত্যে পৌঁছেছেন বলে জানা গেছে। [36, 1307, 307, 1369]
section3-para: সংশ্লিষ্ট সূত্র জানায়, শিগগিরই এ বিষয়ে একটি সমন্বিত সিদ্ধান্তে পৌঁছানোর চেষ্টা চলছে। আলোচনা অব্যাহত রয়েছে। [321, 1737, 592, 1767]
section3-para: এদিকে জুলাই সনদ বাস্তবায়নে সংবিধান সংশোধনের প্রয়োজন হতে পারে বলে মনে করছেন আইন বিশেষজ্ঞরা। এ বিষয়ে বিস্তারিত আলোচনা প্রয়োজন। [321, 1630, 592, 1675]
